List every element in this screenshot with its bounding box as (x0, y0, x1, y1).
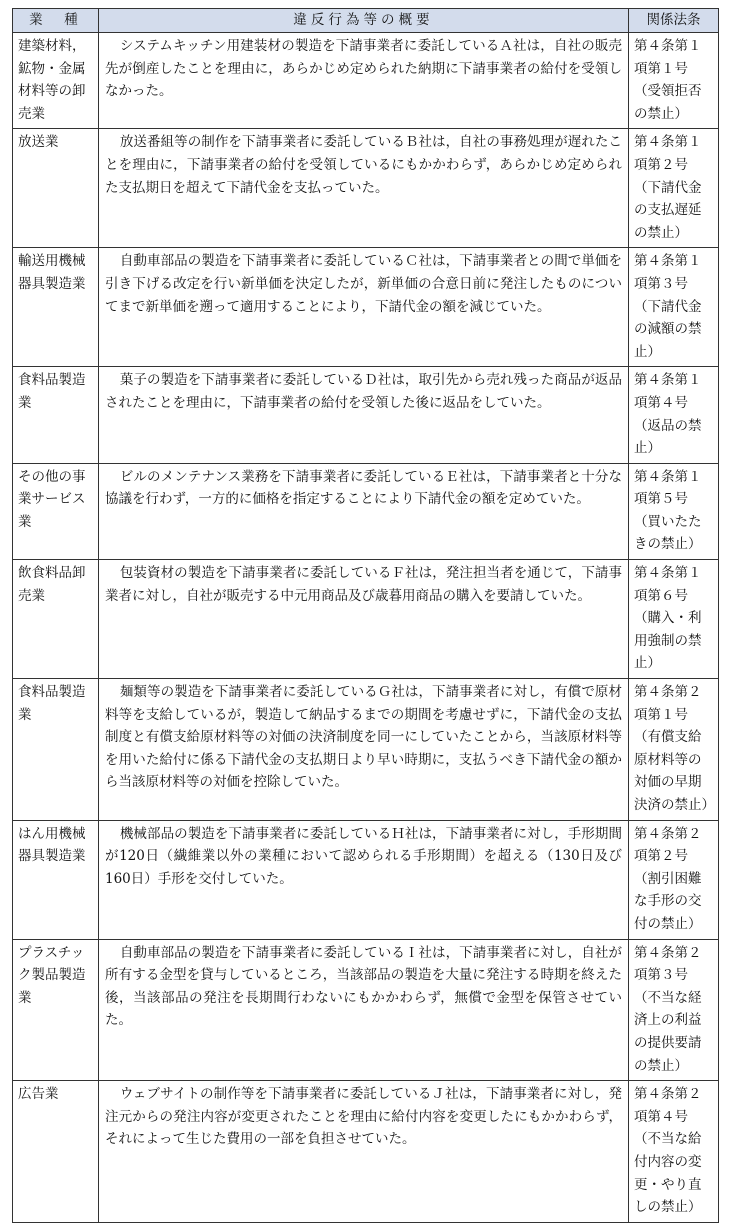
table-row (13, 939, 719, 1081)
law-cell: 第４条第１項第２号（下請代金の支払遅延の禁止） (629, 129, 719, 248)
table-row (13, 463, 719, 559)
table-row (13, 560, 719, 679)
law-cell: 第４条第２項第１号（有償支給原材料等の対価の早期決済の禁止） (629, 679, 719, 821)
law-cell: 第４条第２項第２号（割引困難な手形の交付の禁止） (629, 820, 719, 939)
violations-table (12, 8, 719, 1223)
table-row (13, 129, 719, 248)
summary-cell: ウェブサイトの制作等を下請事業者に委託しているＪ社は，下請事業者に対し，発注元からの発注内容が変更されたことを理由に給付内容を変更したにもかかわらず，それによって生じた費用の一部を負担させていた。 (99, 1081, 629, 1223)
industry-cell: 飲食料品卸売業 (13, 560, 99, 679)
law-cell: 第４条第１項第１号（受領拒否の禁止） (629, 33, 719, 129)
summary-cell: 麺類等の製造を下請事業者に委託しているＧ社は，下請事業者に対し，有償で原材料等を支給しているが，製造して納品するまでの期間を考慮せずに，下請代金の支払制度と有償支給原材料等の対価の決済制度を同一にしていたことから，当該原材料等を用いた給付に係る下請代金の支払期日より早い時期に，支払うべき下請代金の額から当該原材料等の対価を控除していた。 (99, 679, 629, 821)
industry-cell: プラスチック製品製造業 (13, 939, 99, 1081)
summary-cell: ビルのメンテナンス業務を下請事業者に委託しているＥ社は，下請事業者と十分な協議を行わず，一方的に価格を指定することにより下請代金の額を定めていた。 (99, 463, 629, 559)
summary-cell: 自動車部品の製造を下請事業者に委託しているＩ社は，下請事業者に対し，自社が所有する金型を貸与しているところ，当該部品の製造を大量に発注する時期を終えた後，当該部品の発注を長期間行わないにもかかわらず，無償で金型を保管させていた。 (99, 939, 629, 1081)
table-row (13, 1081, 719, 1223)
industry-cell: はん用機械器具製造業 (13, 820, 99, 939)
summary-cell: 包装資材の製造を下請事業者に委託しているＦ社は，発注担当者を通じて，下請事業者に対し，自社が販売する中元用商品及び歳暮用商品の購入を要請していた。 (99, 560, 629, 679)
table-row (13, 248, 719, 367)
table-row (13, 33, 719, 129)
table-row (13, 367, 719, 463)
industry-cell: 建築材料，鉱物・金属材料等の卸売業 (13, 33, 99, 129)
summary-cell: 機械部品の製造を下請事業者に委託しているＨ社は，下請事業者に対し，手形期間が120日（繊維業以外の業種において認められる手形期間）を超える（130日及び160日）手形を交付していた。 (99, 820, 629, 939)
law-cell: 第４条第１項第４号（返品の禁止） (629, 367, 719, 463)
table-row (13, 820, 719, 939)
industry-cell: 輸送用機械器具製造業 (13, 248, 99, 367)
industry-cell: その他の事業サービス業 (13, 463, 99, 559)
table-row (13, 679, 719, 821)
header-row (13, 9, 719, 33)
law-cell: 第４条第２項第４号（不当な給付内容の変更・やり直しの禁止） (629, 1081, 719, 1223)
summary-cell: 自動車部品の製造を下請事業者に委託しているＣ社は，下請事業者との間で単価を引き下げる改定を行い新単価を決定したが，新単価の合意日前に発注したものについてまで新単価を遡って適用することにより，下請代金の額を減じていた。 (99, 248, 629, 367)
law-cell: 第４条第１項第３号（下請代金の減額の禁止） (629, 248, 719, 367)
summary-cell: 菓子の製造を下請事業者に委託しているＤ社は，取引先から売れ残った商品が返品されたことを理由に，下請事業者の給付を受領した後に返品をしていた。 (99, 367, 629, 463)
summary-cell: 放送番組等の制作を下請事業者に委託しているＢ社は，自社の事務処理が遅れたことを理由に，下請事業者の給付を受領しているにもかかわらず，あらかじめ定められた支払期日を超えて下請代金を支払っていた。 (99, 129, 629, 248)
law-cell: 第４条第１項第５号（買いたたきの禁止） (629, 463, 719, 559)
industry-cell: 広告業 (13, 1081, 99, 1223)
law-cell: 第４条第１項第６号（購入・利用強制の禁止） (629, 560, 719, 679)
industry-cell: 放送業 (13, 129, 99, 248)
header-summary: 違反行為等の概要 (99, 9, 629, 33)
law-cell: 第４条第２項第３号（不当な経済上の利益の提供要請の禁止） (629, 939, 719, 1081)
industry-cell: 食料品製造業 (13, 367, 99, 463)
header-industry: 業 種 (13, 9, 99, 33)
header-law: 関係法条 (629, 9, 719, 33)
summary-cell: システムキッチン用建装材の製造を下請事業者に委託しているＡ社は，自社の販売先が倒産したことを理由に，あらかじめ定められた納期に下請事業者の給付を受領しなかった。 (99, 33, 629, 129)
industry-cell: 食料品製造業 (13, 679, 99, 821)
